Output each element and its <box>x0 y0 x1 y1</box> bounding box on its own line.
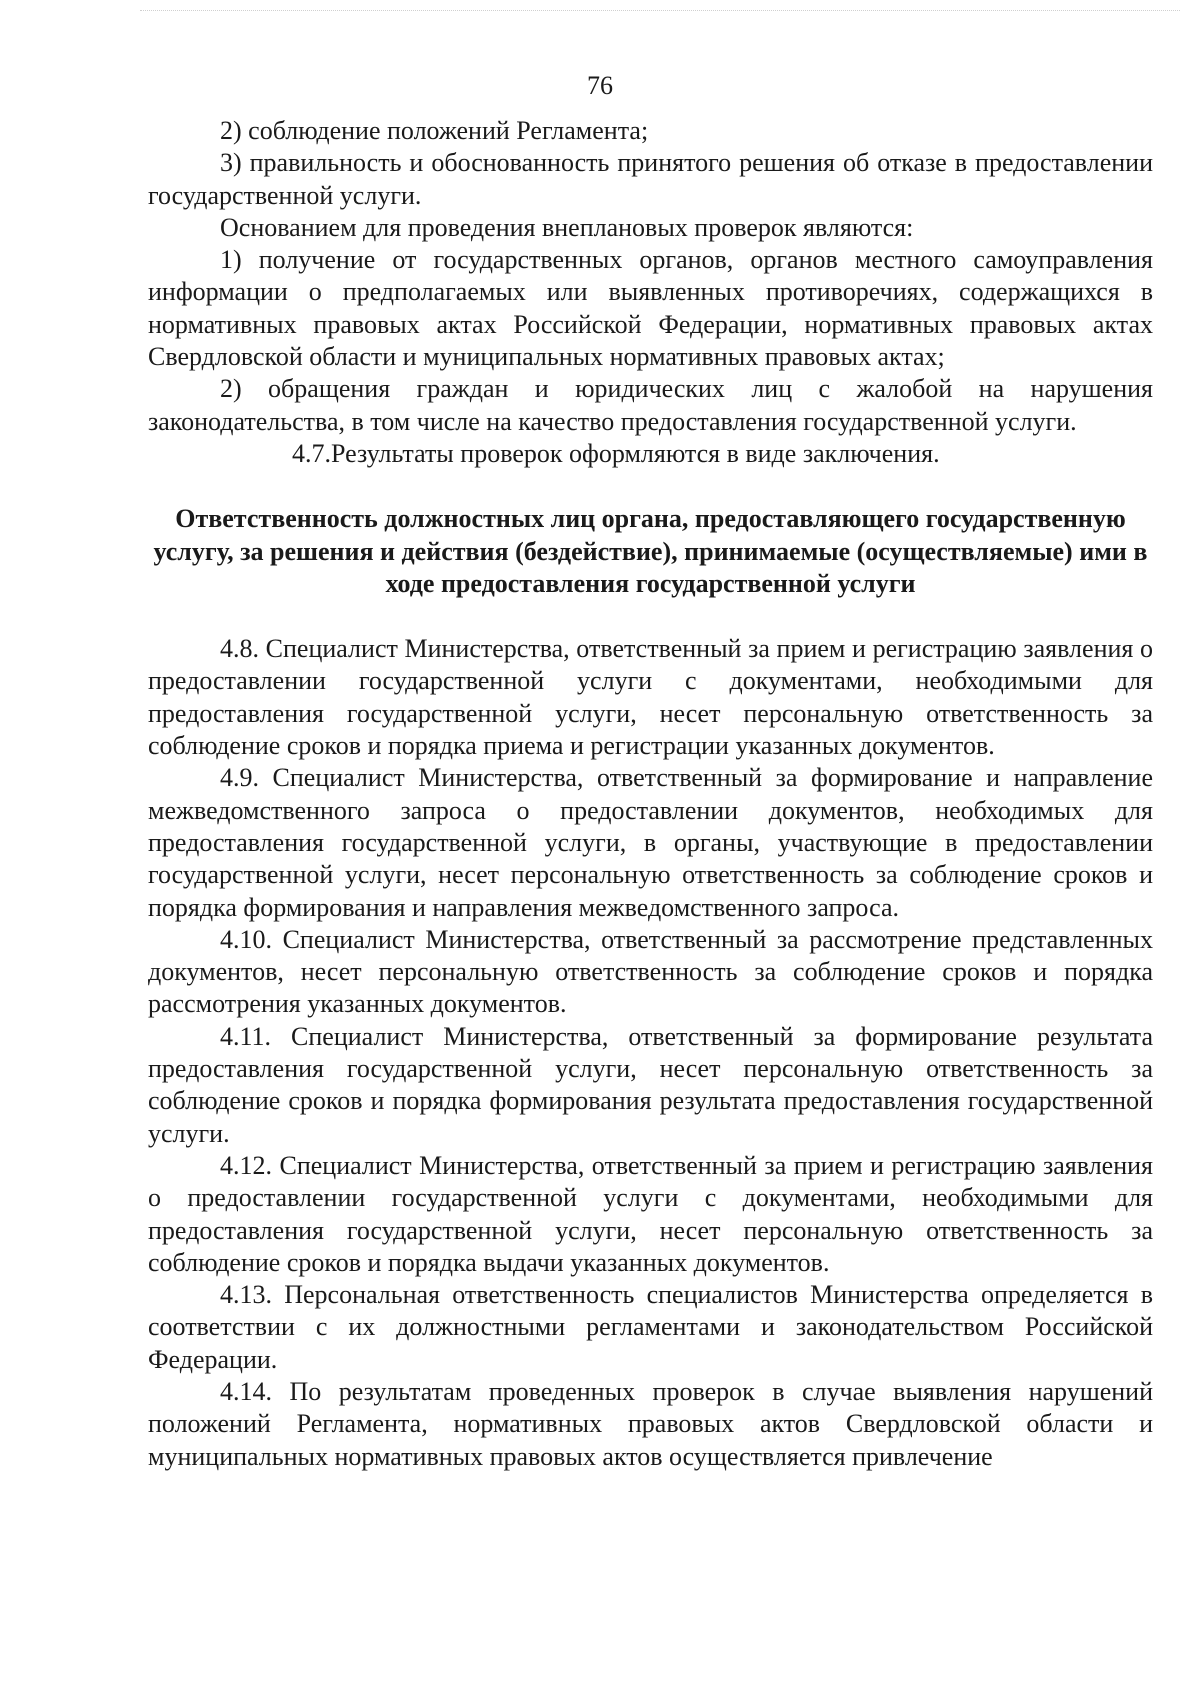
paragraph-4-9 <box>148 762 1153 923</box>
section-number: 4.8. <box>220 634 259 664</box>
paragraph-text: Персональная ответственность специалистов Министерства определяется в соответствии с их должностными регламентами и законодательством Российской Федерации. <box>148 1280 1153 1374</box>
paragraph-text: Специалист Министерства, ответственный за прием и регистрацию заявления о предоставлении государственной услуги с документами, необходимыми для предоставления государственной услуги, несет персональную ответственность за соблюдение сроков и порядка приема и регистрации указанных документов. <box>148 634 1154 761</box>
paragraph-item-2: 2) соблюдение положений Регламента; <box>220 116 649 145</box>
page-number: 76 <box>587 71 613 100</box>
section-number: 4.13. <box>220 1280 272 1310</box>
paragraph-4-8 <box>148 633 1153 762</box>
paragraph-4-10 <box>148 924 1153 1021</box>
paragraph-item-3: 3) правильность и обоснованность принятого решения об отказе в предоставлении государственной услуги. <box>148 148 1153 210</box>
section-number: 4.9. <box>220 763 259 793</box>
section-number: 4.11. <box>220 1021 272 1051</box>
paragraph-basis-2: 2) обращения граждан и юридических лиц с жалобой на нарушения законодательства, в том числе на качество предоставления государственной услуги. <box>148 374 1153 436</box>
scan-edge-artifact <box>140 10 1180 12</box>
section-number: 4.14. <box>220 1376 272 1406</box>
paragraph-text: Специалист Министерства, ответственный за формирование результата предоставления государственной услуги, несет персональную ответственность за соблюдение сроков и порядка формирования результата предоставления государственной услуги. <box>148 1021 1154 1148</box>
paragraph-4-14 <box>148 1376 1153 1473</box>
paragraph-text: Специалист Министерства, ответственный за рассмотрение представленных документов, несет персональную ответственность за соблюдение сроков и порядка рассмотрения указанных документов. <box>148 924 1153 1019</box>
paragraph-text: Специалист Министерства, ответственный за формирование и направление межведомственного запроса о предоставлении документов, необходимых для предоставления государственной услуги, в органы, участвующие в предоставлении государственной услуги, несет персональную ответственность за соблюдение сроков и порядка формирования и направления межведомственного запроса. <box>148 763 1153 922</box>
paragraph-text: Результаты проверок оформляются в виде заключения. <box>331 438 940 468</box>
document-body <box>148 115 1153 1473</box>
paragraph-text: По результатам проведенных проверок в случае выявления нарушений положений Регламента, нормативных правовых актов Свердловской области и муниципальных нормативных правовых актов осуществляется привлечение <box>148 1376 1154 1471</box>
paragraph-4-13 <box>148 1279 1153 1376</box>
section-number: 4.7. <box>292 438 331 468</box>
section-number: 4.12. <box>220 1150 272 1180</box>
section-heading: Ответственность должностных лиц органа, предоставляющего государственную услугу, за решения и действия (бездействие), принимаемые (осуществляемые) ими в ходе предоставления государственной услуги <box>153 504 1148 598</box>
paragraph-unscheduled-checks-basis: Основанием для проведения внеплановых проверок являются: <box>220 212 914 242</box>
paragraph-4-7 <box>148 438 1153 470</box>
paragraph-text: Специалист Министерства, ответственный за прием и регистрацию заявления о предоставлении государственной услуги с документами, необходимыми для предоставления государственной услуги, несет персональную ответственность за соблюдение сроков и порядка выдачи указанных документов. <box>148 1150 1154 1277</box>
paragraph-4-12 <box>148 1150 1153 1279</box>
section-number: 4.10. <box>220 924 272 954</box>
paragraph-basis-1: 1) получение от государственных органов, органов местного самоуправления информации о предполагаемых или выявленных противоречиях, содержащихся в нормативных правовых актах Российской Федерации, нормативных правовых актах Свердловской области и муниципальных нормативных правовых актах; <box>148 245 1153 372</box>
paragraph-4-11 <box>148 1021 1153 1150</box>
